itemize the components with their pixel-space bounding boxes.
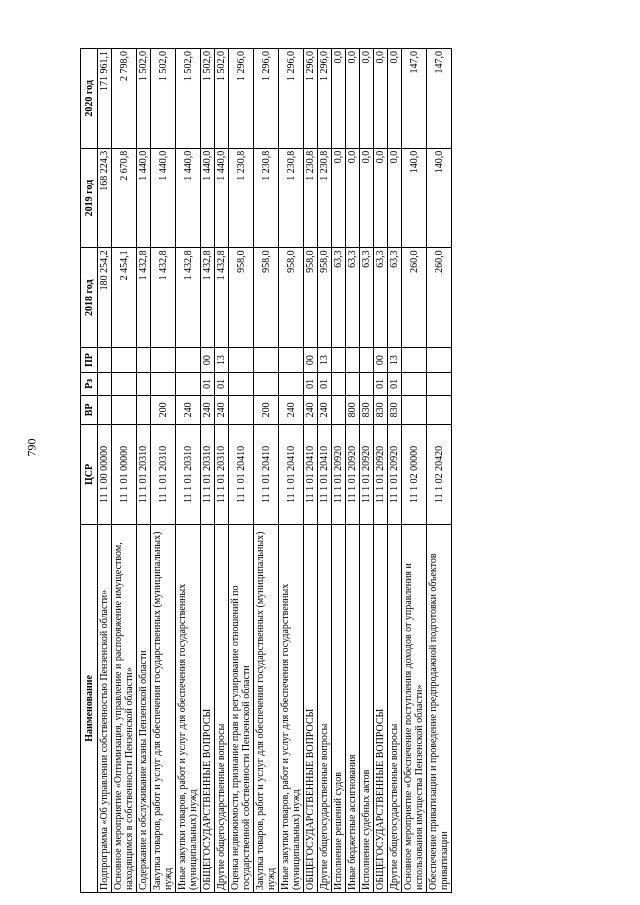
header-2018: 2018 год (81, 248, 98, 348)
cell-pr (427, 348, 452, 373)
cell-y2019: 140,0 (402, 148, 427, 248)
cell-y2018: 2 454,1 (112, 248, 137, 348)
table-row (151, 49, 176, 893)
cell-y2019: 1 440,0 (151, 148, 176, 248)
cell-name: ОБЩЕГОСУДАРСТВЕННЫЕ ВОПРОСЫ (304, 524, 318, 892)
cell-y2020: 1 296,0 (254, 49, 279, 149)
table-row (304, 49, 318, 893)
cell-csr: 11 1 01 20410 (229, 425, 254, 525)
cell-y2018: 958,0 (279, 248, 304, 348)
cell-y2019: 1 230,8 (254, 148, 279, 248)
cell-name: Основное мероприятие «Обеспечение поступления доходов от управления и использования имущества Пензенской области» (402, 524, 427, 892)
cell-y2019: 0,0 (332, 148, 346, 248)
cell-pr (176, 348, 201, 373)
cell-csr: 11 1 02 20420 (427, 425, 452, 525)
cell-y2018: 1 432,8 (215, 248, 229, 348)
cell-csr: 11 1 01 20310 (137, 425, 151, 525)
cell-y2019: 1 230,8 (304, 148, 318, 248)
cell-name: Оценка недвижимости, признание прав и регулирование отношений по государственной собственности Пензенской области (229, 524, 254, 892)
cell-y2018: 1 432,8 (176, 248, 201, 348)
cell-y2018: 63,3 (346, 248, 360, 348)
table-row (388, 49, 402, 893)
cell-pr: 00 (374, 348, 388, 373)
cell-y2020: 147,0 (427, 49, 452, 149)
cell-rz (176, 373, 201, 396)
cell-y2019: 1 440,0 (201, 148, 215, 248)
cell-csr: 11 1 01 20310 (151, 425, 176, 525)
cell-rz: 01 (215, 373, 229, 396)
header-rz: Рз (81, 373, 98, 396)
cell-vr (112, 395, 137, 424)
cell-rz (427, 373, 452, 396)
cell-y2020: 1 502,0 (151, 49, 176, 149)
cell-y2019: 1 440,0 (176, 148, 201, 248)
cell-rz: 01 (201, 373, 215, 396)
cell-y2020: 1 296,0 (279, 49, 304, 149)
table-header-row (81, 49, 98, 893)
cell-pr (346, 348, 360, 373)
cell-y2018: 180 254,2 (98, 248, 112, 348)
cell-rz: 01 (304, 373, 318, 396)
header-name: Наименование (81, 524, 98, 892)
cell-y2018: 1 432,8 (151, 248, 176, 348)
budget-table-container (80, 48, 540, 893)
cell-y2020: 0,0 (346, 49, 360, 149)
cell-vr: 240 (318, 395, 332, 424)
cell-y2019: 1 230,8 (318, 148, 332, 248)
cell-y2018: 260,0 (402, 248, 427, 348)
table-row (137, 49, 151, 893)
cell-rz (402, 373, 427, 396)
cell-pr (332, 348, 346, 373)
cell-name: Иные бюджетные ассигнования (346, 524, 360, 892)
cell-y2018: 958,0 (254, 248, 279, 348)
cell-y2018: 1 432,8 (201, 248, 215, 348)
cell-csr: 11 1 02 00000 (402, 425, 427, 525)
cell-y2019: 0,0 (360, 148, 374, 248)
cell-vr (229, 395, 254, 424)
cell-vr: 200 (151, 395, 176, 424)
cell-y2019: 1 440,0 (215, 148, 229, 248)
cell-y2018: 63,3 (360, 248, 374, 348)
cell-rz: 01 (374, 373, 388, 396)
table-row (279, 49, 304, 893)
table-row (374, 49, 388, 893)
table-row (112, 49, 137, 893)
header-csr: ЦСР (81, 425, 98, 525)
cell-csr: 11 1 01 20410 (318, 425, 332, 525)
cell-name: ОБЩЕГОСУДАРСТВЕННЫЕ ВОПРОСЫ (201, 524, 215, 892)
table-row (176, 49, 201, 893)
table-row (318, 49, 332, 893)
table-row (215, 49, 229, 893)
cell-y2020: 0,0 (374, 49, 388, 149)
cell-y2020: 1 502,0 (137, 49, 151, 149)
header-pr: ПР (81, 348, 98, 373)
cell-name: Другие общегосударственные вопросы (388, 524, 402, 892)
cell-rz: 01 (388, 373, 402, 396)
cell-y2018: 958,0 (229, 248, 254, 348)
cell-rz (112, 373, 137, 396)
cell-y2019: 2 670,8 (112, 148, 137, 248)
cell-csr: 11 1 01 20310 (176, 425, 201, 525)
cell-y2020: 171 961,1 (98, 49, 112, 149)
cell-name: Исполнение судебных актов (360, 524, 374, 892)
cell-rz (229, 373, 254, 396)
cell-name: Закупка товаров, работ и услуг для обеспечения государственных (муниципальных) нужд (151, 524, 176, 892)
cell-y2020: 1 502,0 (201, 49, 215, 149)
cell-csr: 11 1 01 20410 (254, 425, 279, 525)
cell-pr (151, 348, 176, 373)
cell-y2019: 0,0 (346, 148, 360, 248)
cell-vr (332, 395, 346, 424)
cell-y2020: 2 798,0 (112, 49, 137, 149)
cell-vr (402, 395, 427, 424)
cell-y2020: 1 296,0 (229, 49, 254, 149)
header-vr: ВР (81, 395, 98, 424)
table-body (98, 49, 452, 893)
table-row (229, 49, 254, 893)
cell-vr: 240 (176, 395, 201, 424)
cell-y2018: 958,0 (304, 248, 318, 348)
cell-pr (98, 348, 112, 373)
table-row (402, 49, 427, 893)
cell-name: Другие общегосударственные вопросы (318, 524, 332, 892)
cell-csr: 11 1 01 20920 (332, 425, 346, 525)
header-2020: 2020 год (81, 49, 98, 149)
cell-name: ОБЩЕГОСУДАРСТВЕННЫЕ ВОПРОСЫ (374, 524, 388, 892)
cell-y2019: 1 230,8 (229, 148, 254, 248)
cell-name: Иные закупки товаров, работ и услуг для обеспечения государственных (муниципальных) нужд (279, 524, 304, 892)
cell-csr: 11 1 01 20920 (346, 425, 360, 525)
cell-rz (346, 373, 360, 396)
cell-rz (254, 373, 279, 396)
header-2019: 2019 год (81, 148, 98, 248)
cell-csr: 11 1 01 20310 (201, 425, 215, 525)
cell-y2020: 1 502,0 (215, 49, 229, 149)
cell-pr: 00 (304, 348, 318, 373)
cell-csr: 11 1 00 00000 (98, 425, 112, 525)
cell-csr: 11 1 01 20410 (304, 425, 318, 525)
table-row (201, 49, 215, 893)
cell-y2018: 63,3 (332, 248, 346, 348)
cell-y2020: 1 296,0 (304, 49, 318, 149)
cell-y2020: 0,0 (360, 49, 374, 149)
cell-name: Обеспечение приватизации и проведение предпродажной подготовки объектов приватизации (427, 524, 452, 892)
cell-pr (229, 348, 254, 373)
cell-rz (279, 373, 304, 396)
cell-pr (137, 348, 151, 373)
table-row (346, 49, 360, 893)
budget-table (80, 48, 452, 893)
cell-vr: 240 (279, 395, 304, 424)
cell-y2019: 1 440,0 (137, 148, 151, 248)
cell-name: Подпрограмма «Об управлении собственностью Пензенской области» (98, 524, 112, 892)
cell-rz (137, 373, 151, 396)
cell-rz (151, 373, 176, 396)
cell-name: Иные закупки товаров, работ и услуг для обеспечения государственных (муниципальных) нужд (176, 524, 201, 892)
cell-y2018: 260,0 (427, 248, 452, 348)
cell-csr: 11 1 01 20920 (360, 425, 374, 525)
cell-y2018: 63,3 (374, 248, 388, 348)
cell-vr: 830 (374, 395, 388, 424)
cell-csr: 11 1 01 00000 (112, 425, 137, 525)
cell-name: Другие общегосударственные вопросы (215, 524, 229, 892)
cell-y2019: 0,0 (388, 148, 402, 248)
cell-y2019: 0,0 (374, 148, 388, 248)
cell-vr (137, 395, 151, 424)
table-row (98, 49, 112, 893)
cell-y2019: 168 224,3 (98, 148, 112, 248)
cell-pr: 00 (201, 348, 215, 373)
table-row (332, 49, 346, 893)
cell-y2020: 0,0 (332, 49, 346, 149)
cell-pr: 13 (388, 348, 402, 373)
cell-y2020: 1 296,0 (318, 49, 332, 149)
cell-vr (427, 395, 452, 424)
cell-vr: 240 (201, 395, 215, 424)
cell-y2018: 1 432,8 (137, 248, 151, 348)
cell-y2020: 147,0 (402, 49, 427, 149)
cell-pr: 13 (215, 348, 229, 373)
cell-rz: 01 (318, 373, 332, 396)
cell-csr: 11 1 01 20410 (279, 425, 304, 525)
cell-vr: 200 (254, 395, 279, 424)
cell-name: Закупка товаров, работ и услуг для обеспечения государственных (муниципальных) нужд (254, 524, 279, 892)
cell-name: Основное мероприятие «Оптимизация, управление и распоряжение имуществом, находящимся в собственности Пензенской области» (112, 524, 137, 892)
table-row (427, 49, 452, 893)
cell-vr: 830 (388, 395, 402, 424)
cell-vr: 830 (360, 395, 374, 424)
page-number: 790 (24, 438, 39, 457)
cell-name: Содержание и обслуживание казны Пензенской области (137, 524, 151, 892)
cell-y2020: 1 502,0 (176, 49, 201, 149)
cell-y2018: 958,0 (318, 248, 332, 348)
cell-pr (360, 348, 374, 373)
cell-csr: 11 1 01 20920 (374, 425, 388, 525)
cell-rz (360, 373, 374, 396)
cell-pr (254, 348, 279, 373)
cell-vr (98, 395, 112, 424)
cell-name: Исполнение решений судов (332, 524, 346, 892)
cell-y2019: 1 230,8 (279, 148, 304, 248)
cell-y2019: 140,0 (427, 148, 452, 248)
table-row (254, 49, 279, 893)
cell-rz (98, 373, 112, 396)
cell-pr (279, 348, 304, 373)
cell-pr: 13 (318, 348, 332, 373)
cell-y2018: 63,3 (388, 248, 402, 348)
cell-vr: 240 (215, 395, 229, 424)
cell-vr: 240 (304, 395, 318, 424)
cell-csr: 11 1 01 20920 (388, 425, 402, 525)
cell-vr: 800 (346, 395, 360, 424)
cell-rz (332, 373, 346, 396)
cell-y2020: 0,0 (388, 49, 402, 149)
table-row (360, 49, 374, 893)
cell-pr (402, 348, 427, 373)
cell-pr (112, 348, 137, 373)
cell-csr: 11 1 01 20310 (215, 425, 229, 525)
